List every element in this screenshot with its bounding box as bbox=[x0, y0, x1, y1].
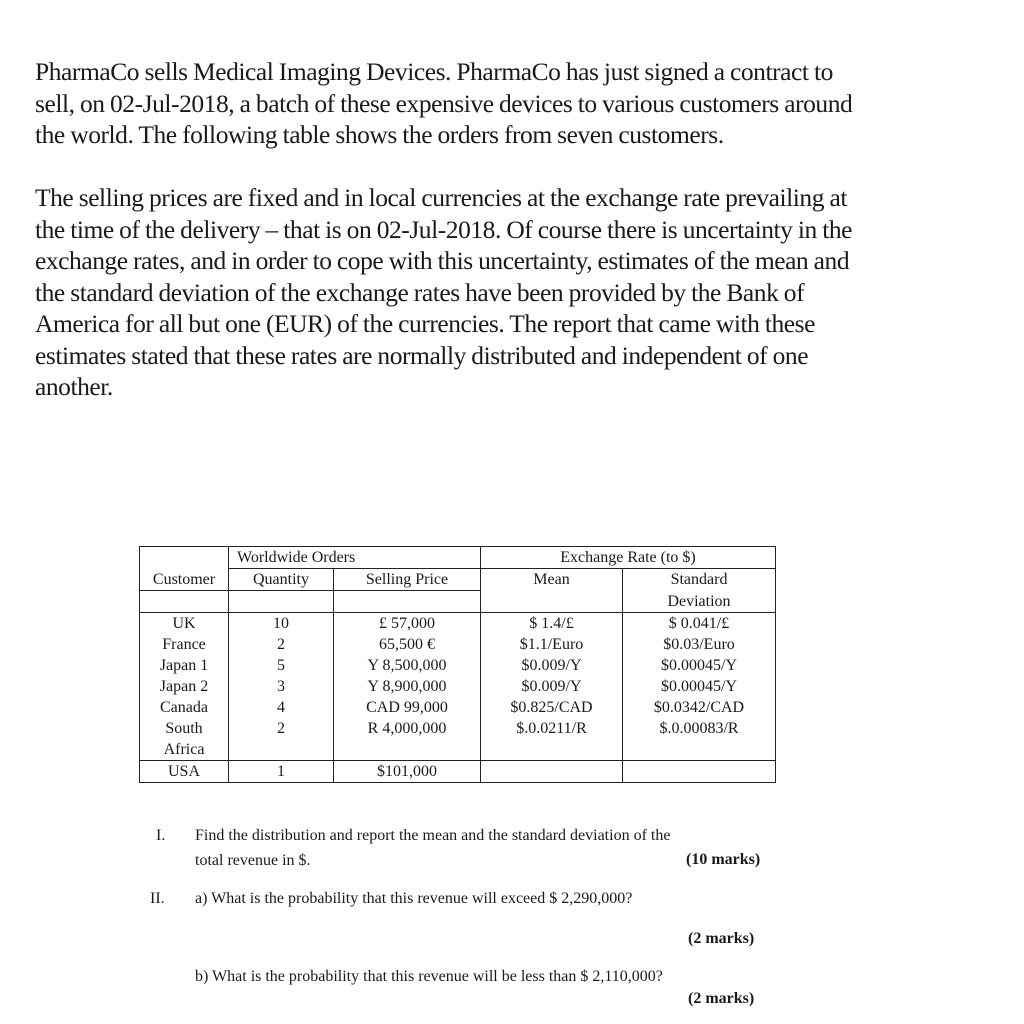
cell-customer: Africa bbox=[140, 739, 229, 761]
text-line: the world. The following table shows the orders from seven customers. bbox=[35, 120, 724, 149]
cell-std: $0.0342/CAD bbox=[623, 697, 776, 718]
cell-quantity: 2 bbox=[229, 634, 334, 655]
cell-mean: $1.1/Euro bbox=[481, 634, 623, 655]
header-spacer bbox=[229, 591, 334, 613]
cell-price: $101,000 bbox=[334, 761, 481, 783]
question-2b-marks: (2 marks) bbox=[688, 990, 755, 1007]
cell-customer: UK bbox=[140, 613, 229, 635]
intro-paragraph-1 bbox=[35, 56, 995, 151]
table-header-row-2 bbox=[140, 591, 776, 613]
text-line: the time of the delivery – that is on 02-Jul-2018. Of course there is uncertainty in the bbox=[35, 214, 853, 244]
cell-mean: $ 1.4/£ bbox=[481, 613, 623, 635]
header-spacer bbox=[481, 591, 623, 613]
question-2a-marks: (2 marks) bbox=[688, 930, 755, 947]
cell-price: Y 8,900,000 bbox=[334, 676, 481, 697]
cell-customer: Canada bbox=[140, 697, 229, 718]
text-line: exchange rates, and in order to cope with this uncertainty, estimates of the mean and bbox=[35, 246, 850, 275]
text-line: The selling prices are fixed and in local currencies at the exchange rate prevailing at bbox=[35, 183, 847, 212]
cell-std: $0.00045/Y bbox=[623, 676, 776, 697]
question-2-number: II. bbox=[150, 890, 165, 907]
cell-quantity: 3 bbox=[229, 676, 334, 697]
table-group-header-row bbox=[140, 547, 776, 569]
cell-price: Y 8,500,000 bbox=[334, 655, 481, 676]
group-header-exchange-rate: Exchange Rate (to $) bbox=[481, 547, 776, 569]
question-1-marks: (10 marks) bbox=[686, 851, 761, 868]
cell-std: $ 0.041/£ bbox=[623, 613, 776, 635]
cell-std: $0.00045/Y bbox=[623, 655, 776, 676]
table-header-row bbox=[140, 569, 776, 591]
orders-table bbox=[139, 546, 776, 783]
cell-quantity: 4 bbox=[229, 697, 334, 718]
cell-empty bbox=[229, 739, 334, 761]
question-1-line-2: total revenue in $. bbox=[195, 852, 311, 869]
cell-quantity: 10 bbox=[229, 613, 334, 635]
cell-mean: $0.009/Y bbox=[481, 655, 623, 676]
header-empty-cell bbox=[140, 547, 229, 569]
header-mean: Mean bbox=[481, 569, 623, 591]
header-customer: Customer bbox=[140, 569, 229, 591]
text-line: PharmaCo sells Medical Imaging Devices. PharmaCo has just signed a contract to bbox=[35, 57, 833, 86]
cell-price: 65,500 € bbox=[334, 634, 481, 655]
table-row bbox=[140, 761, 776, 783]
text-line: another. bbox=[35, 372, 113, 401]
cell-empty bbox=[481, 739, 623, 761]
cell-quantity: 5 bbox=[229, 655, 334, 676]
question-1-number: I. bbox=[156, 827, 166, 844]
cell-price: R 4,000,000 bbox=[334, 718, 481, 739]
question-1-line-1: Find the distribution and report the mean and the standard deviation of the bbox=[195, 827, 671, 844]
header-quantity: Quantity bbox=[229, 569, 334, 591]
cell-price: CAD 99,000 bbox=[334, 697, 481, 718]
cell-std: $0.03/Euro bbox=[623, 634, 776, 655]
header-std-dev-2: Deviation bbox=[623, 591, 776, 613]
cell-empty bbox=[623, 739, 776, 761]
intro-paragraph-2 bbox=[35, 182, 995, 403]
group-header-orders: Worldwide Orders bbox=[229, 547, 481, 569]
cell-quantity: 1 bbox=[229, 761, 334, 783]
question-2a: a) What is the probability that this revenue will exceed $ 2,290,000? bbox=[195, 890, 633, 907]
table-row bbox=[140, 634, 776, 655]
cell-price: £ 57,000 bbox=[334, 613, 481, 635]
text-line: the standard deviation of the exchange rates have been provided by the Bank of bbox=[35, 277, 805, 307]
text-line: America for all but one (EUR) of the currencies. The report that came with these bbox=[35, 309, 815, 338]
table-row bbox=[140, 655, 776, 676]
cell-mean bbox=[481, 761, 623, 783]
cell-customer: Japan 1 bbox=[140, 655, 229, 676]
cell-customer: USA bbox=[140, 761, 229, 783]
table-row bbox=[140, 739, 776, 761]
cell-customer: South bbox=[140, 718, 229, 739]
cell-mean: $0.825/CAD bbox=[481, 697, 623, 718]
text-line: sell, on 02-Jul-2018, a batch of these expensive devices to various customers around bbox=[35, 88, 853, 118]
table-row bbox=[140, 697, 776, 718]
cell-empty bbox=[334, 739, 481, 761]
header-selling-price: Selling Price bbox=[334, 569, 481, 591]
question-2b: b) What is the probability that this revenue will be less than $ 2,110,000? bbox=[195, 968, 663, 985]
header-spacer bbox=[334, 591, 481, 613]
cell-customer: France bbox=[140, 634, 229, 655]
cell-std bbox=[623, 761, 776, 783]
text-line: estimates stated that these rates are normally distributed and independent of one bbox=[35, 340, 809, 370]
table-row bbox=[140, 676, 776, 697]
table-row bbox=[140, 718, 776, 739]
cell-mean: $.0.0211/R bbox=[481, 718, 623, 739]
cell-customer: Japan 2 bbox=[140, 676, 229, 697]
cell-quantity: 2 bbox=[229, 718, 334, 739]
cell-mean: $0.009/Y bbox=[481, 676, 623, 697]
table-row bbox=[140, 613, 776, 635]
header-spacer bbox=[140, 591, 229, 613]
header-std-dev-1: Standard bbox=[623, 569, 776, 591]
cell-std: $.0.00083/R bbox=[623, 718, 776, 739]
